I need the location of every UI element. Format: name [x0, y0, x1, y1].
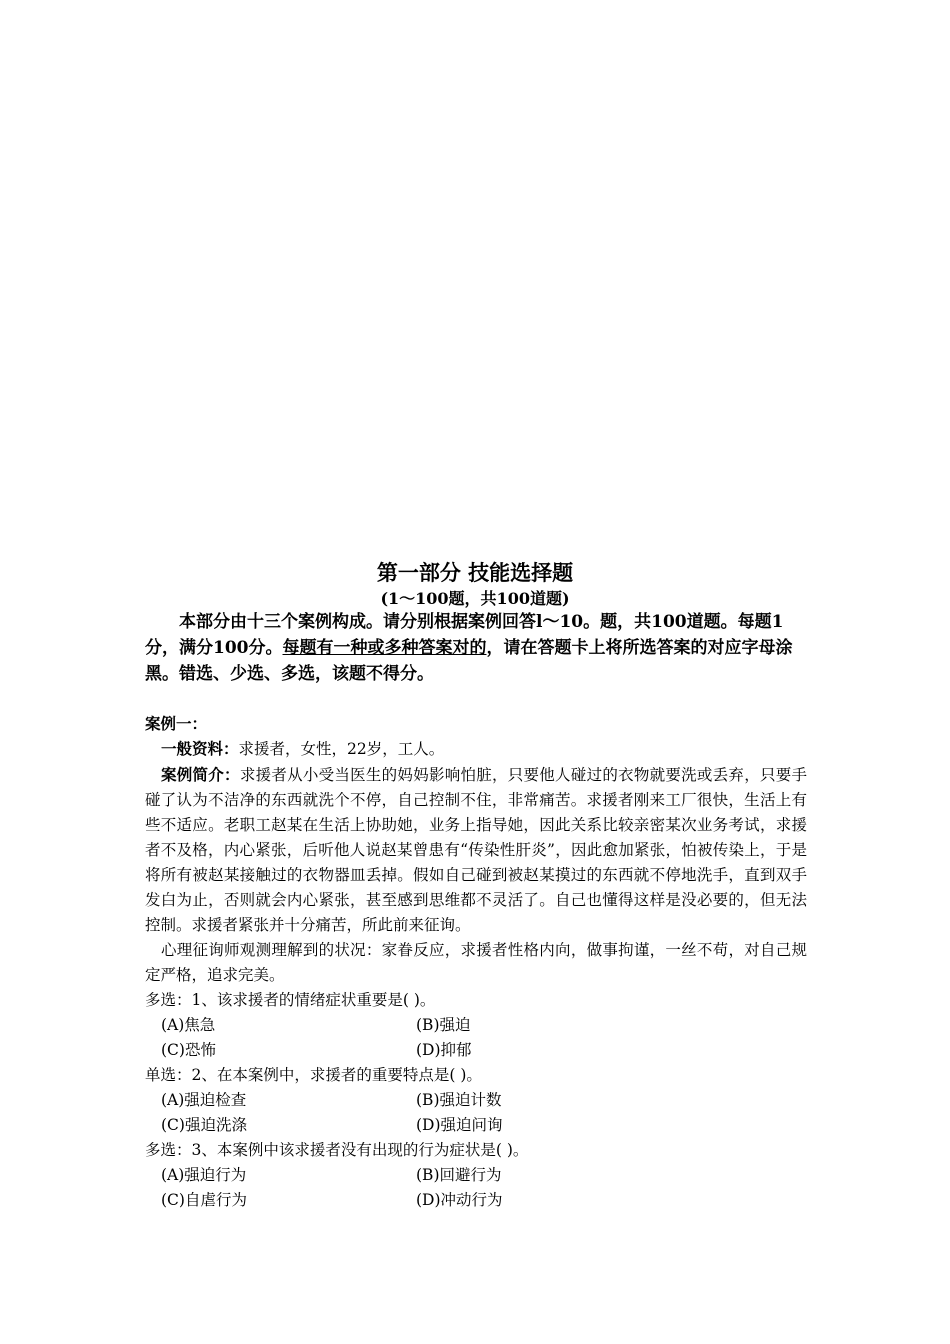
case-summary-text: 求援者从小受当医生的妈妈影响怕脏，只要他人碰过的衣物就要洗或丢弃，只要手碰了认为不洁净的东西就洗个不停，自己控制不住，非常痛苦。求援者刚来工厂很快，生活上有些不适应。老职工赵某在生活上协助她，业务上指导她，因此关系比较亲密某次业务考试，求援者不及格，内心紧张，后听他人说赵某曾患有“传染性肝炎”，因此愈加紧张，怕被传染上，于是将所有被赵某接触过的衣物器皿丢掉。假如自己碰到被赵某摸过的东西就不停地洗手，直到双手发白为止，否则就会内心紧张，甚至感到思维都不灵活了。自己也懂得这样是没必要的，但无法控制。求援者紧张并十分痛苦，所此前来征询。 — [145, 766, 807, 934]
question-1-options-row-2 — [145, 1038, 807, 1063]
question-1-option-d: (D)抑郁 — [416, 1041, 472, 1059]
instructions-text-1: 本部分由十三个案例构成。请分别根据案例回答l～10。题，共100道题。每题1分，满分100分。 — [145, 612, 784, 658]
general-info-text: 求援者，女性，22岁，工人。 — [238, 740, 445, 758]
section-title: 第一部分 技能选择题 — [376, 560, 574, 585]
instructions-text-2: ，请在答题卡上将所选答案的对应字母涂黑。错选、少选、多选，该题不得分。 — [145, 638, 793, 684]
question-2-option-c: (C)强迫洗涤 — [161, 1116, 247, 1134]
question-3-options-row-2 — [145, 1188, 807, 1213]
question-3-options-row-1 — [145, 1163, 807, 1188]
question-1-stem: 多选：1、该求援者的情绪症状重要是( )。 — [145, 991, 436, 1009]
question-3-option-c: (C)自虐行为 — [161, 1191, 247, 1209]
general-info-label: 一般资料： — [161, 739, 239, 758]
question-1-option-c: (C)恐怖 — [161, 1041, 216, 1059]
question-3-stem: 多选：3、本案例中该求援者没有出现的行为症状是( )。 — [145, 1141, 529, 1159]
instructions-paragraph — [145, 609, 807, 687]
case-summary — [145, 762, 807, 938]
general-info — [145, 736, 807, 762]
question-3-option-b: (B)回避行为 — [416, 1166, 502, 1184]
case-heading: 案例一： — [145, 714, 208, 733]
question-2-option-b: (B)强迫计数 — [416, 1091, 502, 1109]
case-body — [145, 711, 807, 1213]
case-summary-label: 案例简介： — [161, 765, 240, 784]
question-3-option-d: (D)冲动行为 — [416, 1191, 503, 1209]
instructions-underlined: 每题有一种或多种答案对的 — [282, 638, 487, 658]
section-subtitle: (1～100题，共100道题) — [380, 589, 570, 608]
question-2-options-row-1 — [145, 1088, 807, 1113]
question-1-option-b: (B)强迫 — [416, 1016, 471, 1034]
question-2-stem: 单选：2、在本案例中，求援者的重要特点是( )。 — [145, 1066, 482, 1084]
observation-paragraph: 心理征询师观测理解到的状况：家眷反应，求援者性格内向，做事拘谨，一丝不苟，对自己规定严格，追求完美。 — [145, 941, 807, 984]
question-1-option-a: (A)焦急 — [161, 1016, 216, 1034]
question-2-options-row-2 — [145, 1113, 807, 1138]
question-1-options-row-1 — [145, 1013, 807, 1038]
question-2-option-a: (A)强迫检查 — [161, 1091, 247, 1109]
question-3-option-a: (A)强迫行为 — [161, 1166, 247, 1184]
question-2-option-d: (D)强迫问询 — [416, 1116, 503, 1134]
